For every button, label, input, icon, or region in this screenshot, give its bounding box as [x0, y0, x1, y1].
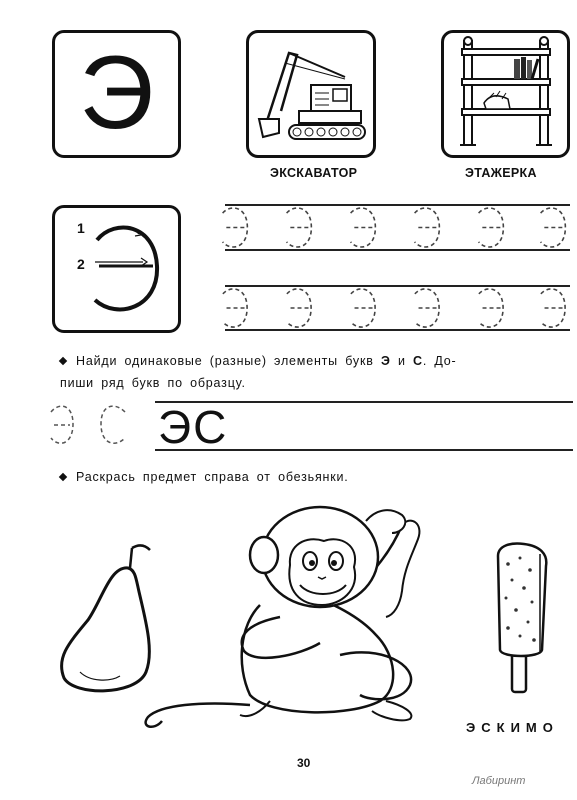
- excavator-card: [246, 30, 376, 158]
- bullet-diamond-icon: [59, 356, 67, 364]
- big-letter-card: [52, 30, 181, 158]
- eskimo-caption: [466, 720, 559, 735]
- excavator-caption: [270, 166, 357, 180]
- stroke-step-2-label: 2: [77, 256, 85, 272]
- shelf-caption: [465, 166, 537, 180]
- shelf-card: [441, 30, 570, 158]
- task1-line1-mid: и: [390, 354, 414, 368]
- shelf-caption-first-letter: Э: [465, 166, 475, 180]
- task1-bold-letter-s: С: [413, 354, 423, 368]
- page-number: 30: [297, 756, 311, 770]
- monkey-illustration: [140, 505, 440, 735]
- watermark: Лабиринт: [472, 775, 526, 787]
- stroke-step-1-label: 1: [77, 220, 85, 236]
- tracing-row-bottom: [223, 289, 565, 327]
- task2-instruction: [60, 466, 570, 488]
- tracing-rows: [215, 200, 575, 330]
- excavator-illustration: [249, 33, 373, 155]
- shelf-caption-rest: ТАЖЕРКА: [474, 166, 537, 180]
- big-letter: Э: [79, 35, 154, 151]
- task1-instruction: [60, 350, 570, 394]
- task2-text: Раскрась предмет справа от обезьянки.: [76, 470, 349, 484]
- eskimo-caption-first-letter: Э: [466, 720, 482, 735]
- excavator-caption-rest: КСКАВАТОР: [279, 166, 358, 180]
- eskimo-illustration: [490, 540, 560, 700]
- eskimo-caption-rest: СКИМО: [481, 720, 559, 735]
- task1-line1-start: Найди одинаковые (разные) элементы букв: [76, 354, 381, 368]
- tracing-lines: [225, 205, 570, 330]
- tracing-row-top: [223, 208, 566, 247]
- shelf-illustration: [444, 33, 567, 155]
- bullet-diamond-icon: [59, 472, 67, 480]
- task1-bold-letter-e: Э: [380, 354, 391, 368]
- task1-sample-letters: ЭС: [158, 401, 229, 453]
- task1-line2: пиши ряд букв по образцу.: [60, 376, 246, 390]
- excavator-caption-first-letter: Э: [270, 166, 280, 180]
- stroke-guide-card: [52, 205, 181, 333]
- task1-writing-row: [45, 398, 575, 458]
- task1-line1-end: . До-: [422, 354, 457, 368]
- stroke-guide-letter: [55, 208, 178, 330]
